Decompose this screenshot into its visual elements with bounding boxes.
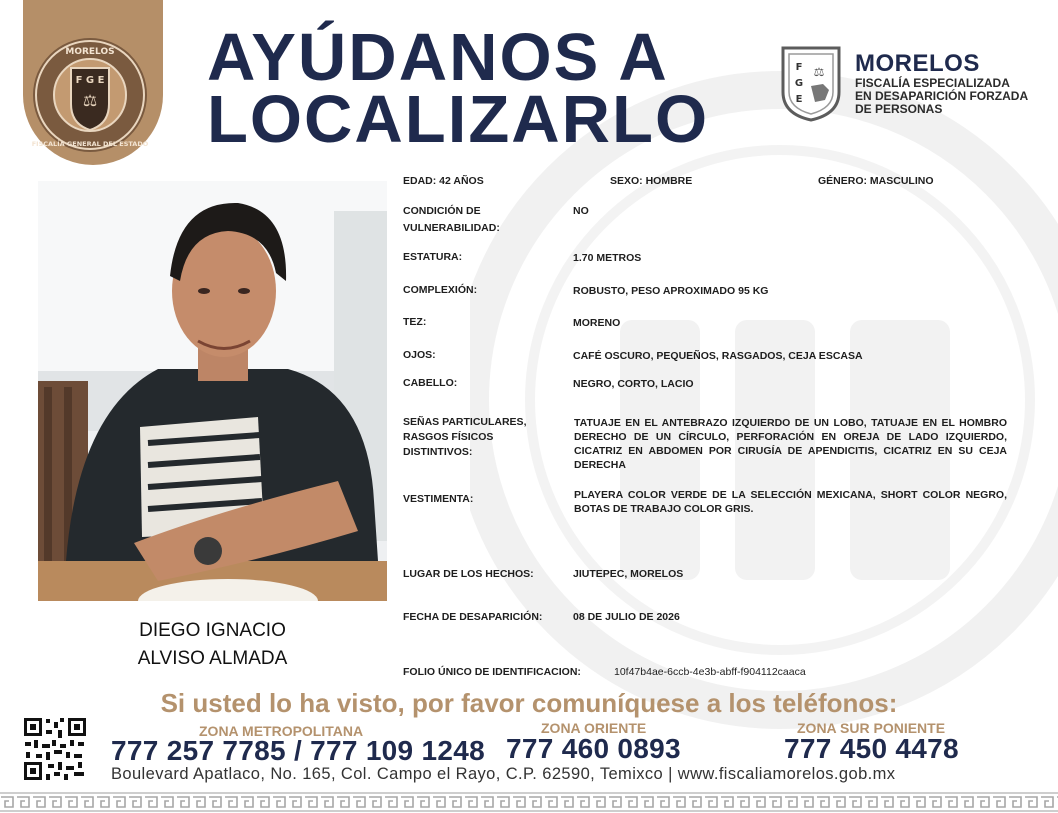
person-name-line-1: DIEGO IGNACIO [139, 620, 286, 641]
svg-text:MORELOS: MORELOS [65, 47, 115, 57]
field-sexo: SEXO: HOMBRE [610, 175, 693, 187]
org-subtitle-3: DE PERSONAS [855, 102, 943, 116]
value-estatura: 1.70 METROS [573, 252, 642, 264]
headline-line-1: AYÚDANOS A [207, 20, 669, 95]
value-ojos: CAFÉ OSCURO, PEQUEÑOS, RASGADOS, CEJA ESCASA [573, 350, 863, 362]
label-cabello: CABELLO: [403, 377, 458, 389]
phone-sur-poniente[interactable]: 777 450 4478 [784, 733, 959, 764]
label-senas-3: DISTINTIVOS: [403, 446, 473, 458]
svg-text:E: E [795, 94, 803, 105]
value-cabello: NEGRO, CORTO, LACIO [573, 378, 694, 390]
value-lugar: JIUTEPEC, MORELOS [573, 568, 684, 580]
value-vestimenta: PLAYERA COLOR VERDE DE LA SELECCIÓN MEXICANA, SHORT COLOR NEGRO, BOTAS DE TRABAJO COLOR GRIS. [574, 489, 1007, 515]
svg-text:FISCALÍA GENERAL DEL ESTADO: FISCALÍA GENERAL DEL ESTADO [31, 140, 149, 148]
address-line: Boulevard Apatlaco, No. 165, Col. Campo el Rayo, C.P. 62590, Temixco | www.fiscaliamorelos.gob.mx [111, 765, 896, 783]
svg-text:⚖: ⚖ [82, 91, 98, 110]
label-fecha: FECHA DE DESAPARICIÓN: [403, 611, 543, 623]
value-complexion: ROBUSTO, PESO APROXIMADO 95 KG [573, 285, 769, 297]
value-folio: 10f47b4ae-6ccb-4e3b-abff-f904112caaca [614, 666, 806, 678]
label-lugar: LUGAR DE LOS HECHOS: [403, 568, 534, 580]
value-senas: TATUAJE EN EL ANTEBRAZO IZQUIERDO DE UN LOBO, TATUAJE EN EL HOMBRO DERECHO DE UN CÍRCULO, PERFORACIÓN EN OREJA DE LADO IZQUIERDO, CICATRIZ EN ABDOMEN POR CIRUGÍA DE APENDICITIS, CICATRIZ EN SU CEJA DERECHA [574, 417, 1007, 471]
fge-shield-logo [779, 44, 843, 124]
headline-line-2: LOCALIZARLO [207, 82, 710, 157]
svg-text:F G E: F G E [75, 75, 105, 86]
label-complexion: COMPLEXIÓN: [403, 284, 478, 296]
svg-text:G: G [794, 78, 804, 89]
decorative-border [0, 791, 1058, 813]
phone-oriente[interactable]: 777 460 0893 [506, 733, 681, 764]
missing-person-photo [38, 181, 387, 601]
qr-code[interactable] [22, 716, 88, 782]
svg-text:⚖: ⚖ [813, 65, 825, 79]
person-name-line-2: ALVISO ALMADA [137, 648, 288, 669]
field-genero: GÉNERO: MASCULINO [818, 175, 934, 187]
org-name: MORELOS [855, 50, 980, 77]
label-condicion-1: CONDICIÓN DE [403, 205, 481, 217]
value-fecha: 08 DE JULIO DE 2026 [573, 611, 680, 623]
label-senas-1: SEÑAS PARTICULARES, [403, 416, 527, 428]
call-to-action: Si usted lo ha visto, por favor comuníquese a los teléfonos: [160, 688, 898, 718]
zone-metropolitana: ZONA METROPOLITANA [199, 723, 364, 739]
label-condicion-2: VULNERABILIDAD: [403, 222, 500, 234]
fge-seal-logo [31, 36, 149, 154]
field-edad: EDAD: 42 AÑOS [403, 175, 484, 187]
label-vestimenta: VESTIMENTA: [403, 493, 474, 505]
phone-metropolitana[interactable]: 777 257 7785 / 777 109 1248 [111, 735, 486, 766]
label-tez: TEZ: [403, 316, 427, 328]
svg-text:F: F [795, 62, 803, 73]
label-ojos: OJOS: [403, 349, 436, 361]
org-subtitle-2: EN DESAPARICIÓN FORZADA [855, 89, 1029, 103]
value-tez: MORENO [573, 317, 621, 329]
zone-sur-poniente: ZONA SUR PONIENTE [797, 720, 946, 736]
zone-oriente: ZONA ORIENTE [541, 720, 647, 736]
label-senas-2: RASGOS FÍSICOS [403, 431, 494, 443]
label-folio: FOLIO ÚNICO DE IDENTIFICACION: [403, 666, 581, 678]
label-estatura: ESTATURA: [403, 251, 463, 263]
value-condicion: NO [573, 205, 589, 217]
org-subtitle-1: FISCALÍA ESPECIALIZADA [855, 76, 1010, 90]
